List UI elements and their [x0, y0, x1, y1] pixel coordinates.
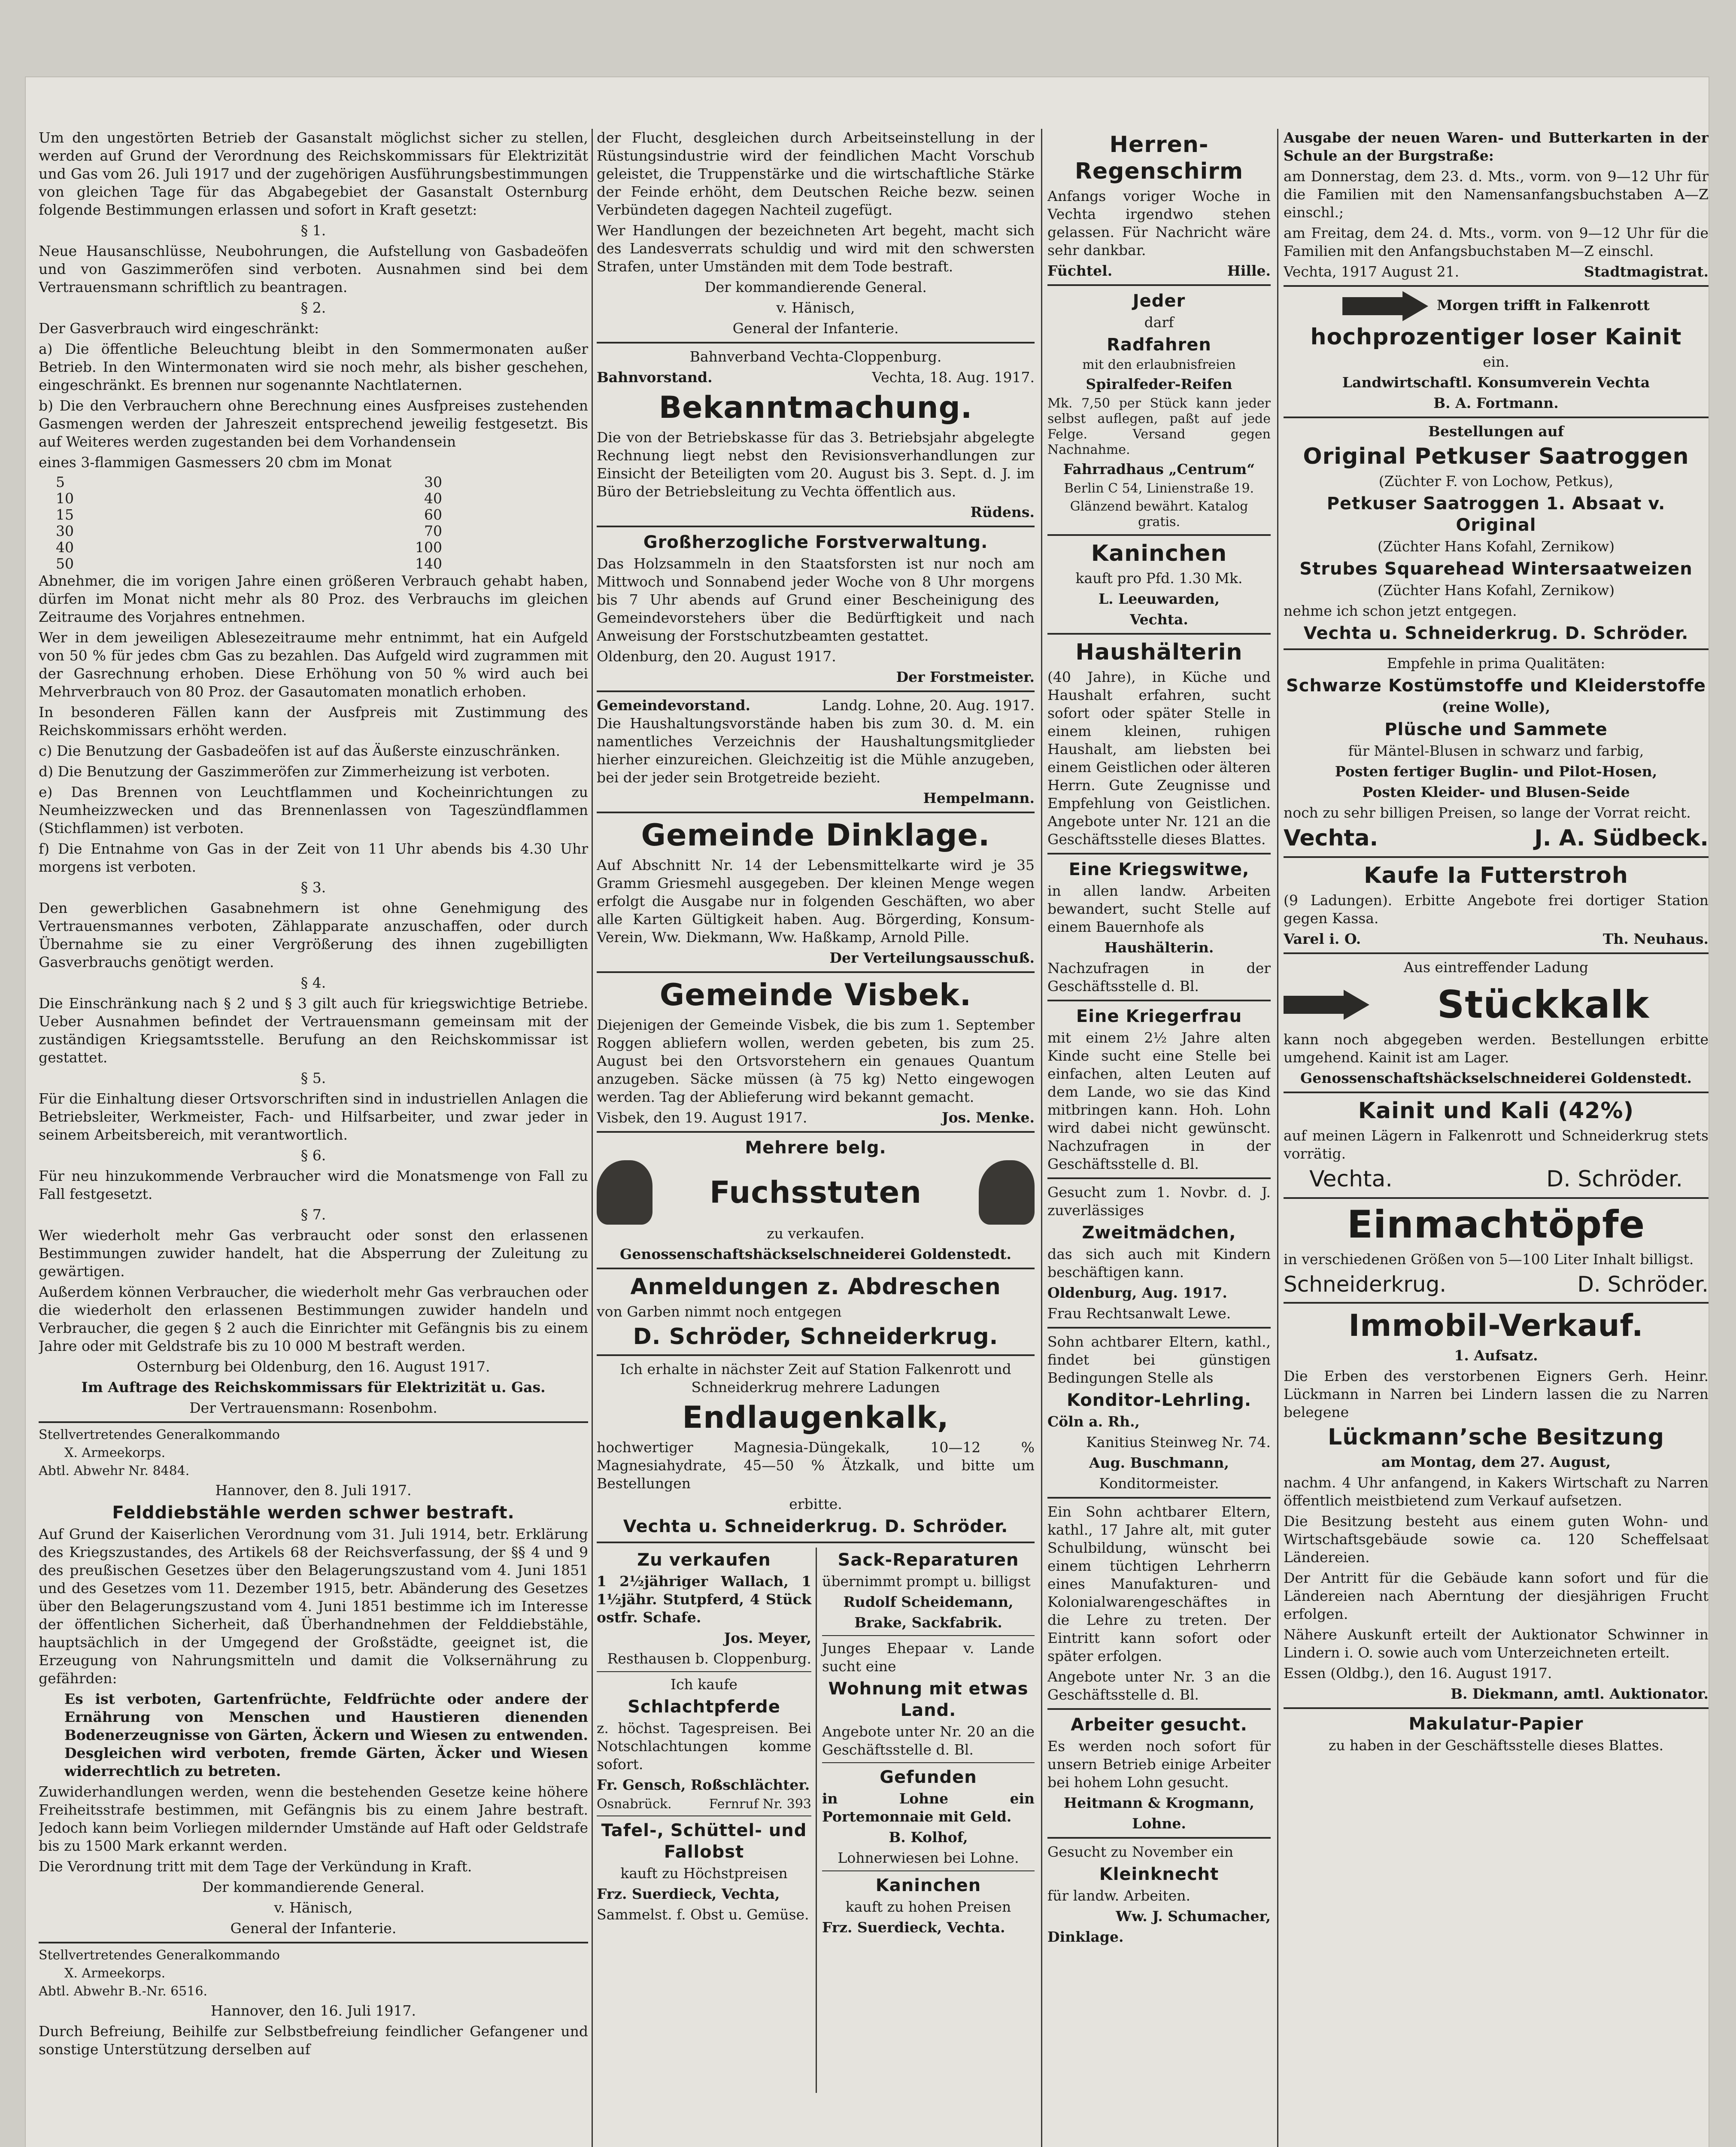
military-head: Stellvertretendes Generalkommando: [39, 1948, 280, 1963]
divider: [39, 1421, 588, 1423]
bahn-row: Bahnvorstand. Vechta, 18. Aug. 1917.: [597, 369, 1035, 386]
divider: [822, 1762, 1035, 1763]
divider: [1047, 853, 1271, 855]
mak-title: Makulatur-Papier: [1408, 1714, 1584, 1734]
schirm-row: Füchtel. Hille.: [1047, 262, 1271, 279]
forst-text: Das Holzsammeln in den Staatsforsten ist nur noch am Mittwoch und Sonnabend jeder Woche von 8 Uhr morgens bis 7 Uhr abends auf Grund einer Bescheinigung des Gemeindevorstehers über die Bedürftigkeit und nach Anweisung der Forstschutzbeamten gestattet.: [597, 555, 1035, 644]
sack-text: übernimmt prompt u. billigst: [822, 1573, 1031, 1590]
bahn-text: Die von der Betriebskasse für das 3. Betriebsjahr abgelegte Rechnung liegt nebst den Revisionsverhandlungen zur Einsicht der Beteiligten vom 20. August bis 3. Sept. d. J. im Büro der Betriebsleitung zu Vechta öffentlich aus.: [597, 429, 1035, 500]
divider: [822, 1635, 1035, 1636]
rad-pre: Jeder: [1132, 291, 1186, 311]
military-signature: Der kommandierende General.: [202, 1879, 425, 1895]
military-date: Hannover, den 8. Juli 1917.: [215, 1482, 412, 1499]
haus-text: (40 Jahre), in Küche und Haushalt erfahren, sucht sofort oder später Stelle in einem kleinen, ruhigen Haushalt, am liebsten bei einem Geistlichen oder älteren Herrn. Gute Zeugnisse und Empfehlung von Geistlichen. Angebote unter Nr. 121 an die Geschäftsstelle dieses Blattes.: [1047, 669, 1271, 848]
column-divider: [1041, 129, 1042, 2147]
immo-text: Der Antritt für die Gebäude kann sofort und für die Ländereien nach Aberntung der diesjährigen Frucht erfolgen.: [1284, 1569, 1709, 1622]
ad-verkauf: [597, 1548, 811, 1926]
saat-z2: (Züchter Hans Kofahl, Zernikow): [1377, 538, 1615, 555]
stoff-text2: noch zu sehr billigen Preisen, so lange der Vorrat reicht.: [1284, 804, 1691, 821]
stoff-title: Schwarze Kostümstoffe und Kleiderstoffe: [1286, 676, 1706, 696]
column-divider: [592, 129, 593, 2147]
small-ads-grid: [597, 1548, 1035, 2093]
krieg-title: Eine Kriegerfrau: [1076, 1007, 1242, 1026]
kond-sub: Konditormeister.: [1099, 1475, 1219, 1492]
divider: [1047, 1708, 1271, 1710]
futter-title: Kaufe Ia Futterstroh: [1364, 863, 1628, 888]
verk-items: 1 2½jähriger Wallach, 1 1½jähr. Stutpferd, 4 Stück ostfr. Schafe.: [597, 1573, 811, 1626]
gas-table: [56, 474, 588, 572]
bahn-head: Bahnverband Vechta-Cloppenburg.: [689, 348, 942, 365]
sack-place: Brake, Sackfabrik.: [854, 1614, 1002, 1631]
kan-place: Vechta.: [1130, 611, 1188, 628]
rad-item: Spiralfeder-Reifen: [1086, 376, 1232, 392]
arb-place: Lohne.: [1132, 1815, 1186, 1832]
fuchs-title: Fuchsstuten: [710, 1175, 922, 1210]
section-text: Für die Einhaltung dieser Ortsvorschriften sind in industriellen Anlagen die Betriebsleiter, Werkmeister, Fach- und Hilfsarbeiter, und zwar jeder in seinem Arbeitsbereich, mit verantwortlich.: [39, 1090, 588, 1143]
divider: [1284, 1197, 1709, 1199]
rad-text: Mk. 7,50 per Stück kann jeder selbst auflegen, paßt auf jede Felge. Versand gegen Nachnahme.: [1047, 396, 1271, 457]
kan-name: L. Leeuwarden,: [1098, 590, 1220, 607]
divider: [1047, 1327, 1271, 1329]
section-text: Der Gasverbrauch wird eingeschränkt:: [39, 320, 319, 337]
arb-firm: Heitmann & Krogmann,: [1064, 1794, 1254, 1811]
stoff-title2: Plüsche und Sammete: [1384, 720, 1608, 739]
gas-table-row: 30 70: [56, 523, 442, 539]
verk-place: Resthausen b. Cloppenburg.: [607, 1650, 811, 1667]
mak-text: zu haben in der Geschäftsstelle dieses Blattes.: [1328, 1737, 1664, 1754]
krieg-text: mit einem 2½ Jahre alten Kinde sucht eine Stelle bei einfachen, alten Leuten auf dem Lande, wo sie das Kind mitbringen kann. Hoh. Lohn wird dabei nicht gewünscht. Nachzufragen in der Geschäftsstelle d. Bl.: [1047, 1029, 1271, 1172]
section-text: Die Einschränkung nach § 2 und § 3 gilt auch für kriegswichtige Betriebe. Ueber Ausnahmen befindet der Vertrauensmann gemeinsam mit der zuständigen Kriegsamtsstelle. Berufung an den Reichskommissar ist gestattet.: [39, 995, 588, 1066]
verk-title: Zu verkaufen: [637, 1550, 771, 1570]
kan-title: Kaninchen: [1091, 541, 1227, 566]
sohn-text: Ein Sohn achtbarer Eltern, kathl., 17 Jahre alt, mit guter Schulbildung, wünscht bei einem tüchtigen Lehrherrn eines Manufakturen- und Kolonialwarengeschäftes in die Lehre zu treten. Der Eintritt kann sofort oder später erfolgen.: [1047, 1503, 1271, 1664]
kalk-title: Stückkalk: [1437, 982, 1650, 1027]
divider: [1047, 1000, 1271, 1001]
sohn-text2: Angebote unter Nr. 3 an die Geschäftsstelle d. Bl.: [1047, 1668, 1271, 1703]
divider: [597, 690, 1035, 692]
endl-firm: Vechta u. Schneiderkrug. D. Schröder.: [623, 1517, 1008, 1536]
rad-addr: Berlin C 54, Linienstraße 19.: [1064, 481, 1254, 496]
gas-intro: Um den ungestörten Betrieb der Gasanstalt möglichst sicher zu stellen, werden auf Grund der Verordnung des Reichskommissars für Elektrizität und Gas vom 26. Juli 1917 und der zugehörigen Ausführungsbestimmungen von gleichen Tage für das Abgabegebiet der Gasanstalt Osternburg folgende Bestimmungen erlassen und sofort in Kraft gesetzt:: [39, 129, 588, 218]
notice-authority: Im Auftrage des Reichskommissars für Elektrizität u. Gas.: [81, 1379, 546, 1396]
zweit-date: Oldenburg, Aug. 1917.: [1047, 1284, 1227, 1301]
ad-sack: [822, 1548, 1035, 1939]
gas-table-head: eines 3-flammigen Gasmessers 20 cbm im Monat: [39, 454, 392, 471]
section-text: Wer wiederholt mehr Gas verbraucht oder sonst den erlassenen Bestimmungen zuwider handelt, hat die Absperrung der Zuleitung zu gewärtigen.: [39, 1227, 588, 1280]
immo-text: Die Erben des verstorbenen Eigners Gerh. Heinr. Lückmann in Narren bei Lindern lassen die zu Narren belegene: [1284, 1368, 1709, 1420]
divider: [597, 971, 1035, 973]
schirm-title: Herren-Regenschirm: [1074, 132, 1244, 184]
divider: [1047, 284, 1271, 286]
rad-sub: darf: [1144, 314, 1174, 331]
gas-table-row: 10 40: [56, 490, 442, 507]
section-heading: § 7.: [300, 1206, 326, 1223]
gas-table-row: 15 60: [56, 506, 442, 523]
column-1: [39, 129, 588, 2061]
saat-z1: (Züchter F. von Lochow, Petkus),: [1378, 473, 1614, 490]
fuchs-firm: Genossenschaftshäckselschneiderei Goldenstedt.: [620, 1246, 1011, 1262]
divider: [39, 1942, 588, 1943]
kond-place: Cöln a. Rh.,: [1047, 1413, 1140, 1430]
section-heading: § 2.: [300, 299, 326, 316]
gas-table-row: 40 100: [56, 539, 442, 556]
divider: [1047, 1177, 1271, 1179]
military-text: Auf Grund der Kaiserlichen Verordnung vom 31. Juli 1914, betr. Erklärung des Kriegszustandes, des Artikels 68 der Reichsverfassung, der §§ 4 und 9 des preußischen Gesetzes über den Belagerungszustand vom 4. Juni 1851 und des Gesetzes vom 11. Dezember 1915, betr. Abänderung des Gesetzes über den Belagerungszustand vom 4. Juni 1851 bestimme ich im Interesse der öffentlichen Sicherheit, daß Überhandnehmen der Felddiebstähle, hauptsächlich in der Umgegend der Großstädte, geeignet ist, die Erzeugung von Nahrungsmitteln und damit die Volksernährung zu gefährden:: [39, 1526, 588, 1687]
section-heading: § 3.: [300, 879, 326, 896]
kond-name: Aug. Buschmann,: [1089, 1454, 1229, 1471]
pointing-hand-icon: [1342, 291, 1428, 321]
military-signature: Der kommandierende General.: [704, 279, 927, 295]
sack-name: Rudolf Scheidemann,: [843, 1594, 1014, 1610]
knecht-title: Kleinknecht: [1099, 1864, 1219, 1884]
forst-sign: Der Forstmeister.: [896, 669, 1035, 685]
horse-head-icon: [597, 1160, 653, 1225]
divider: [597, 1354, 1035, 1356]
newspaper-page: [26, 77, 1709, 2147]
stoff-item: Posten Kleider- und Blusen-Seide: [1362, 784, 1630, 800]
kan2-firm: Frz. Suerdieck, Vechta.: [822, 1919, 1005, 1936]
stoff-text: für Mäntel-Blusen in schwarz und farbig,: [1348, 742, 1644, 759]
section-text: a) Die öffentliche Beleuchtung bleibt in den Sommermonaten außer Betrieb. In den Wintermonaten wird sie noch mehr, als bisher geschehen, eingeschränkt. Es brennen nur sogenannte Nachtlaternen.: [39, 341, 588, 393]
divider: [1284, 1302, 1709, 1304]
section-text: f) Die Entnahme von Gas in der Zeit von 11 Uhr abends bis 4.30 Uhr morgens ist verboten.: [39, 840, 588, 875]
divider: [597, 812, 1035, 813]
immo-date: am Montag, dem 27. August,: [1381, 1454, 1611, 1470]
military-text: Zuwiderhandlungen werden, wenn die bestehenden Gesetze keine höhere Freiheitsstrafe bestimmen, mit Gefängnis bis zu einem Jahre bestraft. Jedoch kann beim Vorliegen mildernder Umstände auf Haft oder Geldstrafe bis zu 1500 Mark erkannt werden.: [39, 1783, 588, 1854]
rad-small: mit den erlaubnisfreien: [1082, 357, 1236, 372]
section-text: In besonderen Fällen kann der Ausfpreis mit Zustimmung des Reichskommissars erhöht werden.: [39, 704, 588, 739]
endl-title: Endlaugenkalk,: [682, 1400, 949, 1435]
anm-title: Anmeldungen z. Abdreschen: [630, 1274, 1001, 1300]
section-heading: § 1.: [300, 222, 326, 239]
military-ref: Abtl. Abwehr B.-Nr. 6516.: [39, 1984, 208, 1999]
section-text: b) Die den Verbrauchern ohne Berechnung eines Ausfpreises zustehenden Gasmengen werden der Jahreszeit entsprechend jeweilig festgesetzt. Bis auf Weiteres werden zugestanden bei dem Vorhandensein: [39, 397, 588, 450]
rad-note: Glänzend bewährt. Katalog gratis.: [1070, 499, 1248, 529]
kainit-name: B. A. Fortmann.: [1433, 395, 1559, 411]
military-text: Wer Handlungen der bezeichneten Art begeht, macht sich des Landesverrats schuldig und wird mit den schwersten Strafen, unter Umständen mit dem Tode bestraft.: [597, 222, 1035, 275]
schl-text: z. höchst. Tagespreisen. Bei Notschlachtungen komme sofort.: [597, 1720, 811, 1773]
schl-firm: Fr. Gensch, Roßschlächter.: [597, 1776, 810, 1793]
military-ref: Abtl. Abwehr Nr. 8484.: [39, 1463, 190, 1478]
section-text: Für neu hinzukommende Verbraucher wird die Monatsmenge von Fall zu Fall festgesetzt.: [39, 1168, 588, 1202]
divider: [597, 1131, 1035, 1133]
divider: [1284, 1707, 1709, 1709]
section-text: d) Die Benutzung der Gaszimmeröfen zur Zimmerheizung ist verboten.: [39, 763, 550, 780]
immo-text: Die Besitzung besteht aus einem guten Wohn- und Wirtschaftsgebäude sowie ca. 120 Scheffelsaat Ländereien.: [1284, 1513, 1709, 1566]
divider: [597, 1268, 1035, 1269]
visbek-row: Visbek, den 19. August 1917. Jos. Menke.: [597, 1109, 1035, 1126]
endl-text: hochwertiger Magnesia-Düngekalk, 10—12 % Magnesiahydrate, 45—50 % Ätzkalk, und bitte um Bestellungen: [597, 1439, 1035, 1492]
kali-title: Kainit und Kali (42%): [1358, 1098, 1634, 1124]
visbek-title: Gemeinde Visbek.: [659, 977, 972, 1013]
lohne-sign: Hempelmann.: [923, 790, 1035, 806]
section-heading: § 6.: [300, 1147, 326, 1164]
knecht-name: Ww. J. Schumacher,: [1116, 1908, 1271, 1925]
military-head: Stellvertretendes Generalkommando: [39, 1427, 280, 1442]
military-signature: General der Infanterie.: [732, 320, 899, 337]
schl-row: Osnabrück. Fernruf Nr. 393: [597, 1797, 811, 1812]
knecht-pre: Gesucht zu November ein: [1047, 1843, 1234, 1860]
anm-firm: D. Schröder, Schneiderkrug.: [633, 1324, 999, 1350]
kan-text: kauft pro Pfd. 1.30 Mk.: [1075, 570, 1243, 587]
sack-title: Sack-Reparaturen: [838, 1550, 1019, 1570]
divider: [1047, 534, 1271, 536]
witwe-text: in allen landw. Arbeiten bewandert, sucht Stelle auf einem Bauernhofe als: [1047, 882, 1271, 935]
saat-title2: Petkuser Saatroggen 1. Absaat v. Original: [1326, 494, 1666, 535]
section-heading: § 5.: [300, 1070, 326, 1086]
futter-text: (9 Ladungen). Erbitte Angebote frei dortiger Station gegen Kassa.: [1284, 892, 1709, 927]
kainit-sub: ein.: [1483, 353, 1509, 370]
military-date: Hannover, den 16. Juli 1917.: [210, 2002, 416, 2019]
rad-title: Radfahren: [1107, 335, 1211, 355]
divider: [822, 1870, 1035, 1871]
arb-text: Es werden noch sofort für unsern Betrieb einige Arbeiter bei hohem Lohn gesucht.: [1047, 1738, 1271, 1791]
stoff-row: Vechta. J. A. Südbeck.: [1284, 825, 1709, 851]
gas-table-row: 5 30: [56, 474, 442, 490]
section-heading: § 4.: [300, 974, 326, 991]
kalk-block: [1284, 979, 1709, 1031]
gef-title: Gefunden: [880, 1767, 977, 1787]
column-4: [1284, 129, 1709, 1757]
military-text: Durch Befreiung, Beihilfe zur Selbstbefreiung feindlicher Gefangener und sonstige Unterstützung derselben auf: [39, 2023, 588, 2058]
dinklage-title: Gemeinde Dinklage.: [641, 818, 990, 853]
divider: [1284, 1092, 1709, 1093]
divider: [1284, 856, 1709, 858]
section-text: Den gewerblichen Gasabnehmern ist ohne Genehmigung des Vertrauensmannes verboten, Zählapparate anzuschaffen, oder durch Übernahme sie zu einer Vergrößerung des ihnen zugebilligten Gasverbrauchs genötigt werden.: [39, 900, 588, 970]
lohne-row: Gemeindevorstand. Landg. Lohne, 20. Aug. 1917.: [597, 697, 1035, 714]
divider: [597, 526, 1035, 527]
ausg-text: am Donnerstag, dem 23. d. Mts., vorm. von 9—12 Uhr für die Familien mit den Namensanfangsbuchstaben A—Z einschl.;: [1284, 168, 1709, 221]
saat-title: Original Petkuser Saatroggen: [1303, 444, 1689, 469]
kond-addr: Kanitius Steinweg Nr. 74.: [1086, 1434, 1271, 1451]
arb-title: Arbeiter gesucht.: [1071, 1715, 1247, 1735]
kali-text: auf meinen Lägern in Falkenrott und Schneiderkrug stets vorrätig.: [1284, 1127, 1709, 1162]
schl-pre: Ich kaufe: [671, 1676, 737, 1693]
anm-sub: von Garben nimmt noch entgegen: [597, 1303, 842, 1320]
saat-z3: (Züchter Hans Kofahl, Zernikow): [1377, 582, 1615, 599]
knecht-text: für landw. Arbeiten.: [1047, 1887, 1190, 1904]
fuchs-sub: zu verkaufen.: [767, 1225, 865, 1242]
stoff-pre: Empfehle in prima Qualitäten:: [1387, 655, 1605, 672]
lohne-text: Die Haushaltungsvorstände haben bis zum 30. d. M. ein namentliches Verzeichnis der Haushaltungsmitglieder hierher einzureichen. Gleichzeitig ist die Mühle anzugeben, bei der jeder sein Brotgetreide bezieht.: [597, 715, 1035, 786]
immo-sub: 1. Aufsatz.: [1454, 1347, 1538, 1364]
divider: [597, 342, 1035, 344]
section-text: c) Die Benutzung der Gasbadeöfen ist auf das Äußerste einzuschränken.: [39, 742, 560, 759]
column-divider: [816, 1548, 817, 2093]
schl-title: Schlachtpferde: [628, 1697, 780, 1717]
witwe-title: Eine Kriegswitwe,: [1068, 860, 1250, 879]
woh-title: Wohnung mit etwas Land.: [828, 1679, 1029, 1720]
kan2-text: kauft zu hohen Preisen: [845, 1898, 1011, 1915]
fuchs-block: [597, 1160, 1035, 1225]
military-corps: X. Armeekorps.: [64, 1445, 166, 1460]
divider: [1047, 1497, 1271, 1499]
kainit-firm: Landwirtschaftl. Konsumverein Vechta: [1342, 374, 1650, 391]
immo-title2: Lückmann’sche Besitzung: [1328, 1424, 1664, 1450]
schirm-text: Anfangs voriger Woche in Vechta irgendwo stehen gelassen. Für Nachricht wäre sehr dankbar.: [1047, 188, 1271, 258]
kan2-title: Kaninchen: [875, 1876, 981, 1895]
immo-text: nachm. 4 Uhr anfangend, in Kakers Wirtschaft zu Narren öffentlich meistbietend zum Verkauf aufsetzen.: [1284, 1474, 1709, 1509]
section-text: Wer in dem jeweiligen Ablesezeitraume mehr entnimmt, hat ein Aufgeld von 50 % für jedes cbm Gas zu bezahlen. Das Aufgeld wird zugrammen mit der Gasrechnung erhoben. Diese Erhöhung von 50 % wird auch bei Mehrverbrauch von 80 Proz. der Gasautomaten monatlich erhoben.: [39, 629, 588, 700]
ausg-text: am Freitag, dem 24. d. Mts., vorm. von 9—12 Uhr für die Familien mit den Anfangsbuchstaben M—Z einschl.: [1284, 225, 1709, 259]
topf-text: in verschiedenen Größen von 5—100 Liter Inhalt billigst.: [1284, 1251, 1694, 1268]
obst-firm: Frz. Suerdieck, Vechta,: [597, 1885, 780, 1902]
notice-date: Osternburg bei Oldenburg, den 16. August 1917.: [137, 1358, 490, 1375]
section-text: Neue Hausanschlüsse, Neubohrungen, die Aufstellung von Gasbadeöfen und von Gaszimmeröfen sind verboten. Ausnahmen sind bei dem Vertrauensmann schriftlich zu beantragen.: [39, 243, 588, 295]
kond-title: Konditor-Lehrling.: [1066, 1390, 1252, 1410]
saat-firm: Vechta u. Schneiderkrug. D. Schröder.: [1303, 623, 1689, 643]
zweit-title: Zweitmädchen,: [1082, 1223, 1236, 1243]
forst-title: Großherzogliche Forstverwaltung.: [643, 532, 988, 552]
immo-text: Nähere Auskunft erteilt der Auktionator Schwinner in Lindern i. O. sowie auch vom Unterzeichneten erteilt.: [1284, 1626, 1709, 1661]
gef-name: B. Kolhof,: [889, 1829, 968, 1846]
divider: [1284, 952, 1709, 954]
stoff-sub: (reine Wolle),: [1442, 699, 1551, 715]
section-text: e) Das Brennen von Leuchtflammen und Kocheinrichtungen zu Neumheizzwecken und das Brennenlassen von Tageszündflammen (Stichflammen) ist verboten.: [39, 784, 588, 836]
divider: [597, 1671, 811, 1672]
column-3: [1047, 129, 1271, 1949]
kali-row: Vechta. D. Schröder.: [1309, 1166, 1683, 1192]
dinklage-sign: Der Verteilungsausschuß.: [829, 949, 1035, 966]
pointing-hand-icon: [1284, 990, 1369, 1020]
kalk-firm: Genossenschaftshäckselschneiderei Goldenstedt.: [1300, 1070, 1692, 1086]
column-divider: [1277, 129, 1278, 2147]
military-signature: v. Hänisch,: [776, 299, 855, 316]
endl-pre: Ich erhalte in nächster Zeit auf Station Falkenrott und Schneiderkrug mehrere Ladungen: [620, 1361, 1011, 1396]
ehe-text: Junges Ehepaar v. Lande sucht eine: [822, 1640, 1035, 1675]
divider: [1284, 285, 1709, 287]
zweit-name: Frau Rechtsanwalt Lewe.: [1047, 1305, 1231, 1322]
ausg-row: Vechta, 1917 August 21. Stadtmagistrat.: [1284, 263, 1709, 280]
stoff-item: Posten fertiger Buglin- und Pilot-Hosen,: [1335, 763, 1657, 780]
forst-date: Oldenburg, den 20. August 1917.: [597, 648, 836, 665]
rad-firm: Fahrradhaus „Centrum“: [1063, 461, 1255, 477]
immo-sign: B. Diekmann, amtl. Auktionator.: [1451, 1685, 1709, 1702]
immo-title: Immobil-Verkauf.: [1348, 1308, 1644, 1343]
ausg-text: Ausgabe der neuen Waren- und Butterkarten in der Schule an der Burgstraße:: [1284, 129, 1709, 164]
military-title: Felddiebstähle werden schwer bestraft.: [112, 1503, 515, 1523]
military-corps: X. Armeekorps.: [64, 1966, 166, 1981]
verk-sign: Jos. Meyer,: [724, 1630, 811, 1646]
divider: [1047, 633, 1271, 635]
kalk-text: kann noch abgegeben werden. Bestellungen erbitte umgehend. Kainit ist am Lager.: [1284, 1031, 1709, 1066]
section-text: Abnehmer, die im vorigen Jahre einen größeren Verbrauch gehabt haben, dürfen im Monat nicht mehr als 80 Proz. des Verbrauchs im gleichen Zeitraume des Vorjahres entnehmen.: [39, 572, 588, 625]
kainit-title: hochprozentiger loser Kainit: [1310, 324, 1682, 350]
haus-title: Haushälterin: [1075, 639, 1243, 665]
kainit-pre: Morgen trifft in Falkenrott: [1284, 291, 1709, 321]
section-text: Außerdem können Verbraucher, die wiederholt mehr Gas verbrauchen oder die wiederholt den erlassenen Bestimmungen zuwider handeln und Verbraucher, die gegen § 2 auch die Einrichter mit Gefängnis bis zu einem Jahre oder mit Geldstrafe bis zu 10 000 M bestraft werden.: [39, 1283, 588, 1354]
topf-title: Einmachtöpfe: [1347, 1202, 1645, 1247]
obst-sub: Sammelst. f. Obst u. Gemüse.: [597, 1906, 809, 1923]
horse-head-icon: [979, 1160, 1035, 1225]
military-signature: v. Hänisch,: [274, 1899, 353, 1916]
divider: [1284, 648, 1709, 650]
divider: [1047, 1837, 1271, 1839]
gef-text: in Lohne ein Portemonnaie mit Geld.: [822, 1790, 1035, 1825]
knecht-place: Dinklage.: [1047, 1928, 1124, 1945]
witwe-sub: Haushälterin.: [1104, 939, 1214, 956]
obst-text: kauft zu Höchstpreisen: [620, 1865, 788, 1882]
futter-row: Varel i. O. Th. Neuhaus.: [1284, 931, 1709, 947]
dinklage-text: Auf Abschnitt Nr. 14 der Lebensmittelkarte wird je 35 Gramm Griesmehl ausgegeben. Der kleinen Menge wegen erfolgt die Ausgabe nur in folgenden Geschäften, wo aber alle Karten Gültigkeit haben. Aug. Börgerding, Konsum-Verein, Ww. Diekmann, Ww. Haßkamp, Arnold Pille.: [597, 857, 1035, 946]
divider: [597, 1542, 1035, 1543]
gef-place: Lohnerwiesen bei Lohne.: [838, 1849, 1019, 1866]
kalk-pre: Aus eintreffender Ladung: [1404, 959, 1588, 976]
visbek-text: Diejenigen der Gemeinde Visbek, die bis zum 1. September Roggen abliefern wollen, werden gebeten, bis zum 25. August bei den Ortsvorstehern ein genaues Quantum anzugeben. Säcke müssen (à 75 kg) Netto eingewogen werden. Tag der Ablieferung wird bekannt gemacht.: [597, 1016, 1035, 1105]
witwe-text2: Nachzufragen in der Geschäftsstelle d. Bl.: [1047, 960, 1271, 994]
immo-date2: Essen (Oldbg.), den 16. August 1917.: [1284, 1665, 1552, 1682]
fuchs-pre: Mehrere belg.: [745, 1138, 886, 1158]
zweit-text: das sich auch mit Kindern beschäftigen kann.: [1047, 1246, 1271, 1280]
military-text: Die Verordnung tritt mit dem Tage der Verkündung in Kraft.: [39, 1858, 472, 1875]
gas-table-row: 50 140: [56, 555, 442, 572]
column-2: [597, 129, 1035, 2093]
obst-title: Tafel-, Schüttel- und Fallobst: [601, 1821, 807, 1862]
bahn-sign: Rüdens.: [970, 504, 1035, 520]
saat-pre: Bestellungen auf: [1428, 423, 1564, 440]
military-quote: Es ist verboten, Gartenfrüchte, Feldfrüchte oder andere der Ernährung von Menschen und Haustieren dienenden Bodenerzeugnisse von Gärten, Äckern und Wiesen zu entwenden. Desgleichen wird verboten, fremde Gärten, Äcker und Wiesen widerrechtlich zu betreten.: [64, 1691, 588, 1779]
topf-row: Schneiderkrug. D. Schröder.: [1284, 1272, 1709, 1297]
kond-pre: Sohn achtbarer Eltern, kathl., findet bei günstigen Bedingungen Stelle als: [1047, 1333, 1271, 1386]
endl-sub: erbitte.: [789, 1496, 842, 1512]
woh-text: Angebote unter Nr. 20 an die Geschäftsstelle d. Bl.: [822, 1723, 1035, 1758]
military-signature: General der Infanterie.: [230, 1920, 397, 1937]
divider: [1284, 417, 1709, 418]
saat-text: nehme ich schon jetzt entgegen.: [1284, 602, 1517, 619]
military-text: der Flucht, desgleichen durch Arbeitseinstellung in der Rüstungsindustrie wird der feindlichen Macht Vorschub geleistet, die Truppenstärke und die wirtschaftliche Stärke der Feinde erhöht, dem Deutschen Reiche bezw. seinen Verbündeten dagegen Nachteil zugefügt.: [597, 129, 1035, 218]
saat-title3: Strubes Squarehead Wintersaatweizen: [1299, 559, 1693, 579]
zweit-pre: Gesucht zum 1. Novbr. d. J. zuverlässiges: [1047, 1184, 1271, 1219]
bahn-title: Bekanntmachung.: [659, 390, 973, 425]
notice-signature: Der Vertrauensmann: Rosenbohm.: [189, 1399, 437, 1416]
